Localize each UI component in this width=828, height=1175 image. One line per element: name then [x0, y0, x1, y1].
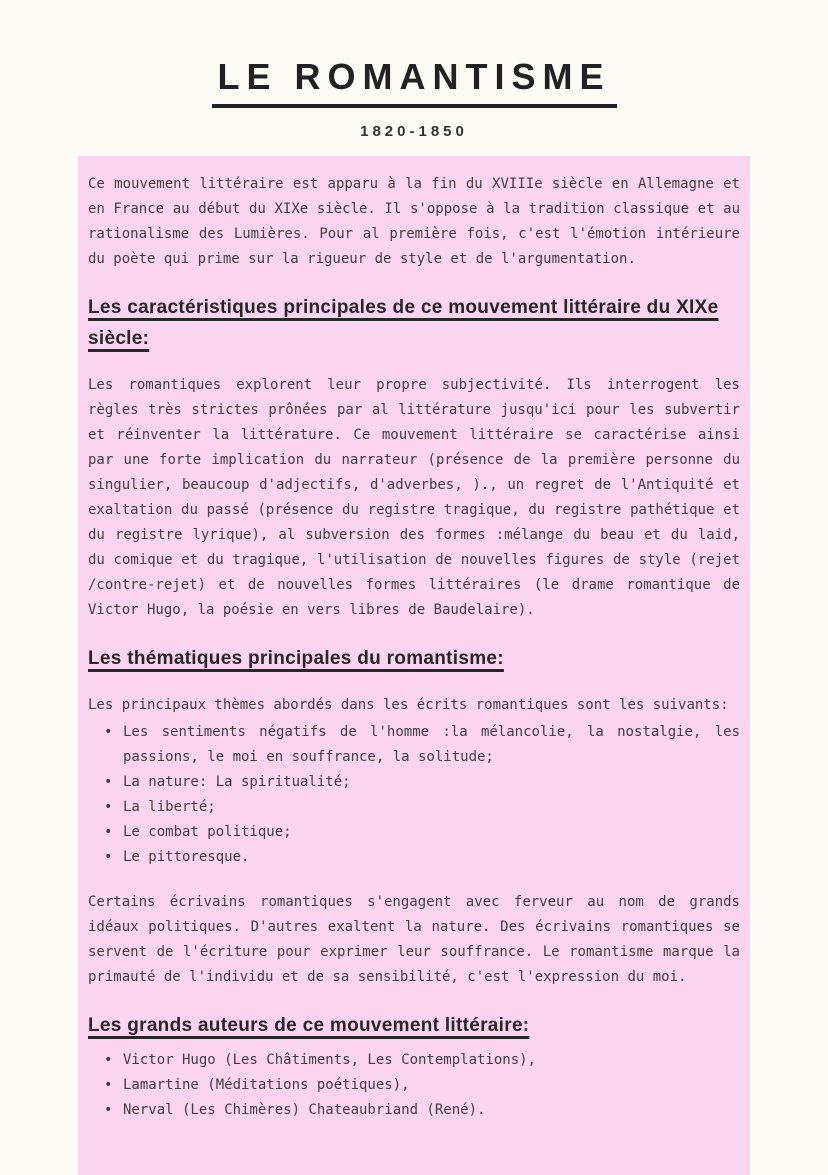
document-header: [0, 0, 828, 140]
section-heading-auteurs: Les grands auteurs de ce mouvement littéraire:: [88, 1015, 530, 1036]
intro-paragraph: Ce mouvement littéraire est apparu à la fin du XVIIIe siècle en Allemagne et en France au début du XIXe siècle. Il s'oppose à la tradition classique et au rationalisme des Lumières. Pour al première fois, c'est l'émotion intérieure du poète qui prime sur la rigueur de style et de l'argumentation.: [88, 176, 740, 267]
list-item: • Le combat politique;: [104, 820, 740, 845]
list-item: • Lamartine (Méditations poétiques),: [104, 1073, 740, 1098]
page-title: LE ROMANTISME: [212, 56, 617, 108]
list-item: • Victor Hugo (Les Châtiments, Les Contemplations),: [104, 1048, 740, 1073]
list-item: • Les sentiments négatifs de l'homme :la mélancolie, la nostalgie, les passions, le moi en souffrance, la solitude;: [104, 720, 740, 770]
page-subtitle: 1820-1850: [360, 123, 468, 140]
list-item: • La nature: La spiritualité;: [104, 770, 740, 795]
themes-list: [88, 720, 740, 870]
authors-list: [88, 1048, 740, 1123]
section-heading-thematiques: Les thématiques principales du romantisme:: [88, 648, 504, 669]
section-heading-caracteristiques: Les caractéristiques principales de ce mouvement littéraire du XIXe siècle:: [88, 297, 719, 349]
content-panel: [78, 156, 750, 1175]
list-item: • Le pittoresque.: [104, 845, 740, 870]
list-item: • La liberté;: [104, 795, 740, 820]
thematiques-lead: Les principaux thèmes abordés dans les écrits romantiques sont les suivants:: [88, 697, 729, 713]
engagement-paragraph: Certains écrivains romantiques s'engagent avec ferveur au nom de grands idéaux politiques. D'autres exaltent la nature. Des écrivains romantiques se servent de l'écriture pour exprimer leur souffrance. Le romantisme marque la primauté de l'individu et de sa sensibilité, c'est l'expression du moi.: [88, 894, 740, 985]
caracteristiques-paragraph: Les romantiques explorent leur propre subjectivité. Ils interrogent les règles très strictes prônées par al littérature jusqu'ici pour les subvertir et réinventer la littérature. Ce mouvement littéraire se caractérise ainsi par une forte implication du narrateur (présence de la première personne du singulier, beaucoup d'adjectifs, d'adverbes, )., un regret de l'Antiquité et exaltation du passé (présence du registre tragique, du registre pathétique et du registre lyrique), al subversion des formes :mélange du beau et du laid, du comique et du tragique, l'utilisation de nouvelles figures de style (rejet /contre-rejet) et de nouvelles formes littéraires (le drame romantique de Victor Hugo, la poésie en vers libres de Baudelaire).: [88, 377, 740, 618]
list-item: • Nerval (Les Chimères) Chateaubriand (René).: [104, 1098, 740, 1123]
